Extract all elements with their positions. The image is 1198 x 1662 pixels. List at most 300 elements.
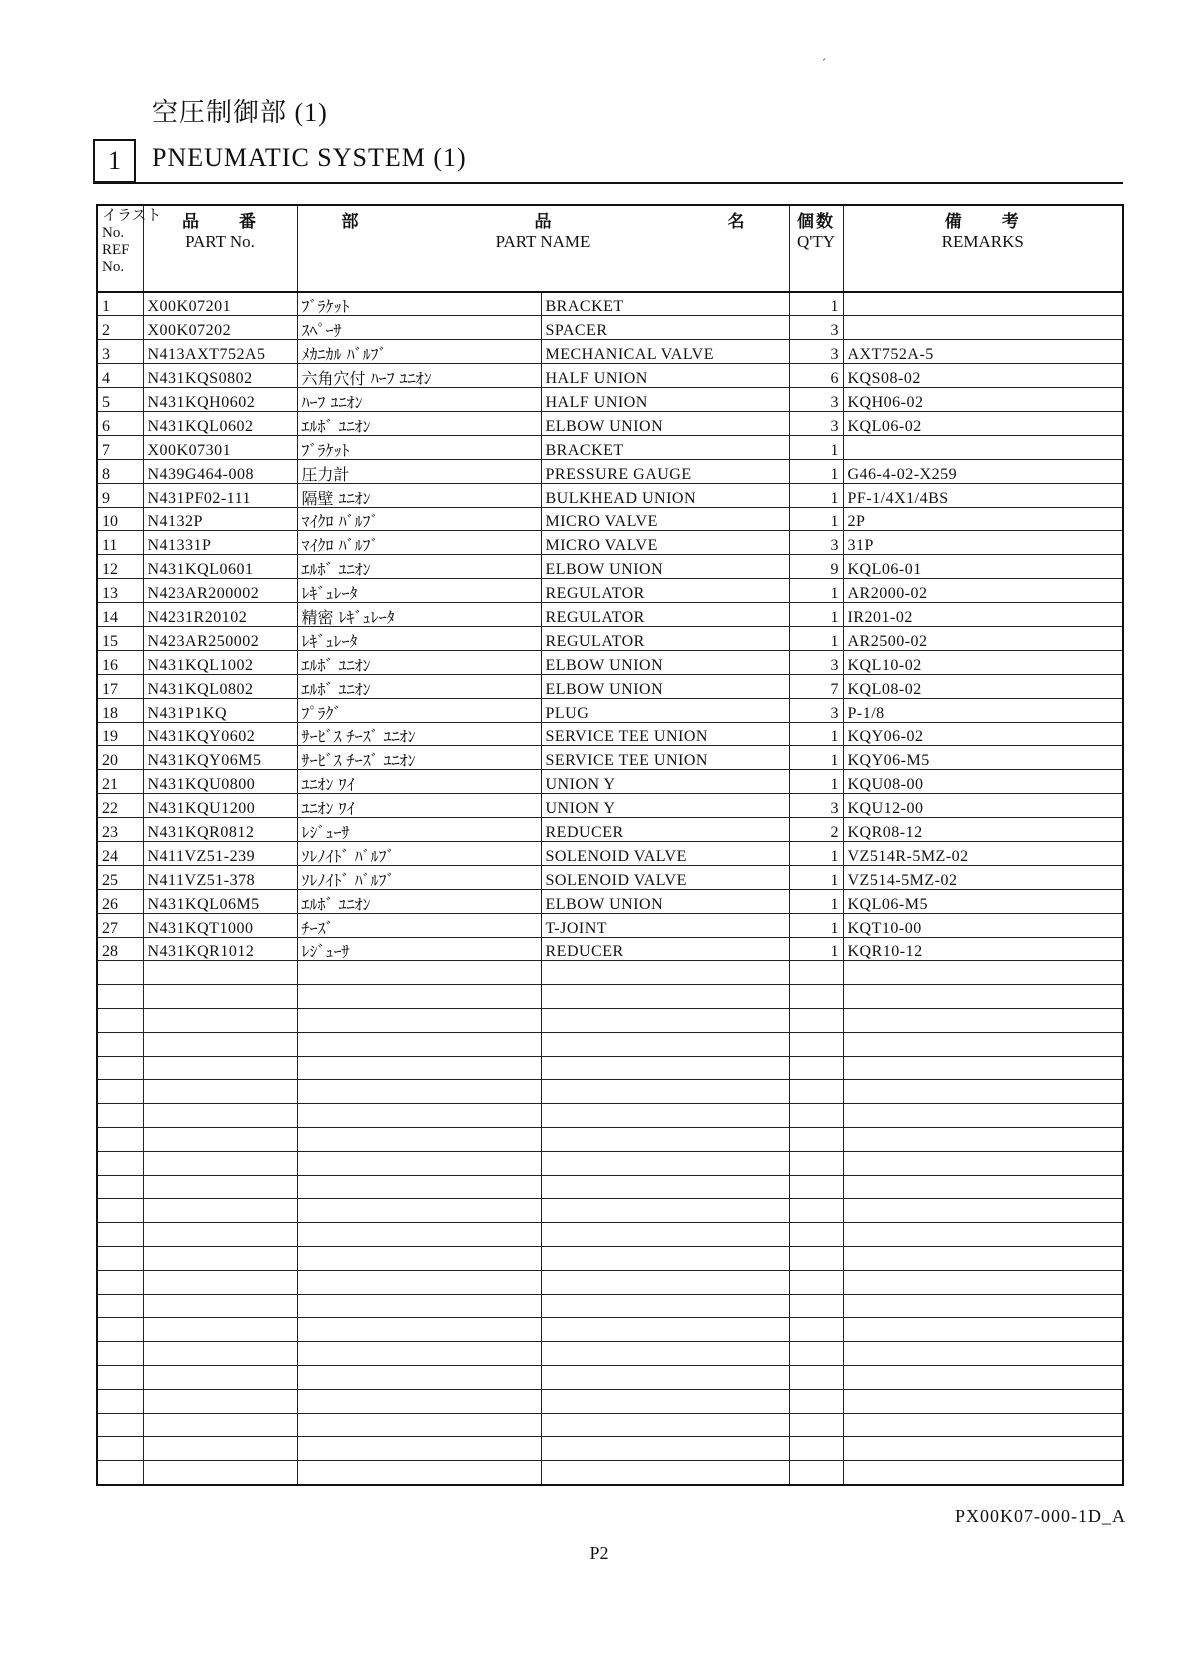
title-underline xyxy=(93,182,1123,184)
part-name-jp-cell: ﾚｼﾞｭｰｻ xyxy=(297,818,541,842)
table-row xyxy=(97,340,1123,364)
part-name-jp-cell: ｻｰﾋﾞｽ ﾁｰｽﾞ ﾕﾆｵﾝ xyxy=(297,746,541,770)
ref-no-cell: 18 xyxy=(97,698,143,722)
table-row xyxy=(97,1128,1123,1152)
table-row xyxy=(97,1175,1123,1199)
remarks-cell xyxy=(843,1056,1123,1080)
part-name-jp-cell: ﾒｶﾆｶﾙ ﾊﾞﾙﾌﾞ xyxy=(297,340,541,364)
part-name-jp-cell xyxy=(297,1032,541,1056)
part-name-en-cell: MICRO VALVE xyxy=(541,507,789,531)
remarks-cell: VZ514R-5MZ-02 xyxy=(843,841,1123,865)
table-row xyxy=(97,937,1123,961)
remarks-cell xyxy=(843,1318,1123,1342)
part-name-jp-cell xyxy=(297,1365,541,1389)
table-row xyxy=(97,388,1123,412)
ref-no-cell: 15 xyxy=(97,626,143,650)
ref-no-cell xyxy=(97,1128,143,1152)
remarks-cell xyxy=(843,1365,1123,1389)
remarks-cell xyxy=(843,1151,1123,1175)
remarks-cell xyxy=(843,1247,1123,1271)
qty-cell xyxy=(789,1365,843,1389)
parts-table xyxy=(96,204,1124,1486)
remarks-cell xyxy=(843,985,1123,1009)
remarks-cell: AXT752A-5 xyxy=(843,340,1123,364)
remarks-cell: KQU12-00 xyxy=(843,794,1123,818)
part-name-en-cell xyxy=(541,961,789,985)
qty-cell: 2 xyxy=(789,818,843,842)
part-name-jp-cell: ﾏｲｸﾛ ﾊﾞﾙﾌﾞ xyxy=(297,531,541,555)
table-row xyxy=(97,1389,1123,1413)
ref-no-cell: 9 xyxy=(97,483,143,507)
table-row xyxy=(97,650,1123,674)
remarks-cell xyxy=(843,1294,1123,1318)
qty-cell: 3 xyxy=(789,698,843,722)
table-row xyxy=(97,770,1123,794)
qty-cell: 9 xyxy=(789,555,843,579)
remarks-cell xyxy=(843,1437,1123,1461)
part-name-header-en: PART NAME xyxy=(495,232,591,251)
ref-no-cell xyxy=(97,1032,143,1056)
ref-no-cell: 5 xyxy=(97,388,143,412)
qty-cell xyxy=(789,1128,843,1152)
qty-cell xyxy=(789,1294,843,1318)
table-row xyxy=(97,1223,1123,1247)
qty-cell xyxy=(789,1223,843,1247)
ref-no-cell xyxy=(97,985,143,1009)
part-name-jp-cell xyxy=(297,1175,541,1199)
part-no-cell xyxy=(143,1056,297,1080)
ref-no-cell xyxy=(97,1294,143,1318)
part-name-en-cell: BRACKET xyxy=(541,435,789,459)
part-name-en-cell xyxy=(541,1318,789,1342)
table-row xyxy=(97,1080,1123,1104)
part-no-cell xyxy=(143,1413,297,1437)
part-no-cell: X00K07201 xyxy=(143,292,297,316)
ref-no-cell xyxy=(97,1389,143,1413)
ref-no-cell xyxy=(97,1223,143,1247)
qty-cell xyxy=(789,1175,843,1199)
remarks-cell: KQL06-02 xyxy=(843,411,1123,435)
part-name-en-cell xyxy=(541,1247,789,1271)
ref-no-cell xyxy=(97,1247,143,1271)
remarks-cell: PF-1/4X1/4BS xyxy=(843,483,1123,507)
part-no-cell xyxy=(143,1080,297,1104)
part-name-jp-cell: ﾕﾆｵﾝ ﾜｲ xyxy=(297,770,541,794)
part-no-cell xyxy=(143,1461,297,1485)
part-name-en-cell xyxy=(541,1223,789,1247)
table-row xyxy=(97,483,1123,507)
part-name-en-cell xyxy=(541,1270,789,1294)
qty-cell: 1 xyxy=(789,579,843,603)
table-row xyxy=(97,1199,1123,1223)
qty-cell xyxy=(789,1461,843,1485)
qty-cell xyxy=(789,1151,843,1175)
table-row xyxy=(97,961,1123,985)
part-name-jp-cell: ﾌﾞﾗｹｯﾄ xyxy=(297,435,541,459)
ref-no-cell xyxy=(97,1009,143,1033)
table-row xyxy=(97,1413,1123,1437)
table-row xyxy=(97,794,1123,818)
part-name-jp-cell xyxy=(297,1009,541,1033)
qty-cell: 1 xyxy=(789,913,843,937)
part-name-en-cell xyxy=(541,1365,789,1389)
remarks-cell: 2P xyxy=(843,507,1123,531)
part-name-jp-cell xyxy=(297,1413,541,1437)
part-no-cell xyxy=(143,1199,297,1223)
table-row xyxy=(97,1461,1123,1485)
ref-no-cell xyxy=(97,1199,143,1223)
part-name-en-cell xyxy=(541,1199,789,1223)
part-name-en-cell xyxy=(541,1104,789,1128)
part-name-en-cell: SERVICE TEE UNION xyxy=(541,722,789,746)
remarks-cell xyxy=(843,1342,1123,1366)
ref-no-cell: 25 xyxy=(97,865,143,889)
part-no-cell xyxy=(143,961,297,985)
ref-no-cell: 19 xyxy=(97,722,143,746)
table-row xyxy=(97,889,1123,913)
ref-no-cell: 23 xyxy=(97,818,143,842)
ref-no-cell: 7 xyxy=(97,435,143,459)
part-name-jp-cell: ﾕﾆｵﾝ ﾜｲ xyxy=(297,794,541,818)
table-row xyxy=(97,316,1123,340)
qty-cell: 1 xyxy=(789,626,843,650)
part-name-jp-cell: ﾊｰﾌ ﾕﾆｵﾝ xyxy=(297,388,541,412)
remarks-cell: 31P xyxy=(843,531,1123,555)
remarks-cell: KQR08-12 xyxy=(843,818,1123,842)
part-name-en-cell: HALF UNION xyxy=(541,364,789,388)
part-no-cell: N431KQY0602 xyxy=(143,722,297,746)
ref-no-cell: 24 xyxy=(97,841,143,865)
table-row xyxy=(97,459,1123,483)
part-name-en-cell: HALF UNION xyxy=(541,388,789,412)
remarks-cell xyxy=(843,1009,1123,1033)
table-row xyxy=(97,626,1123,650)
part-name-header xyxy=(297,205,789,292)
part-name-en-cell: REGULATOR xyxy=(541,579,789,603)
table-row xyxy=(97,698,1123,722)
part-name-en-cell xyxy=(541,1342,789,1366)
part-no-cell: N431KQL0601 xyxy=(143,555,297,579)
table-row xyxy=(97,435,1123,459)
part-no-cell: N431PF02-111 xyxy=(143,483,297,507)
qty-cell: 3 xyxy=(789,340,843,364)
qty-cell: 1 xyxy=(789,603,843,627)
ref-no-cell: 13 xyxy=(97,579,143,603)
ref-no-cell xyxy=(97,1270,143,1294)
part-name-en-cell: REGULATOR xyxy=(541,626,789,650)
part-no-cell: X00K07301 xyxy=(143,435,297,459)
qty-cell: 1 xyxy=(789,865,843,889)
table-row xyxy=(97,746,1123,770)
qty-cell xyxy=(789,961,843,985)
part-no-cell: N431KQL06M5 xyxy=(143,889,297,913)
table-row xyxy=(97,1342,1123,1366)
qty-cell: 1 xyxy=(789,292,843,316)
remarks-cell: P-1/8 xyxy=(843,698,1123,722)
part-no-cell xyxy=(143,1437,297,1461)
remarks-header-jp: 備 考 xyxy=(944,212,1021,232)
qty-cell xyxy=(789,1247,843,1271)
table-row xyxy=(97,603,1123,627)
part-name-jp-cell xyxy=(297,1128,541,1152)
part-no-cell: N431KQU0800 xyxy=(143,770,297,794)
qty-cell xyxy=(789,1270,843,1294)
ref-no-cell: 11 xyxy=(97,531,143,555)
ref-no-cell: 6 xyxy=(97,411,143,435)
part-name-jp-cell xyxy=(297,985,541,1009)
part-no-cell xyxy=(143,1175,297,1199)
ref-no-cell: 2 xyxy=(97,316,143,340)
ref-no-cell: 8 xyxy=(97,459,143,483)
ref-no-cell: 3 xyxy=(97,340,143,364)
part-name-jp-cell: ﾏｲｸﾛ ﾊﾞﾙﾌﾞ xyxy=(297,507,541,531)
table-row xyxy=(97,507,1123,531)
remarks-cell: KQR10-12 xyxy=(843,937,1123,961)
remarks-cell: AR2000-02 xyxy=(843,579,1123,603)
part-no-cell xyxy=(143,1128,297,1152)
ref-no-cell xyxy=(97,961,143,985)
part-name-en-cell: ELBOW UNION xyxy=(541,650,789,674)
part-name-jp-cell: ｽﾍﾟｰｻ xyxy=(297,316,541,340)
part-name-en-cell: PRESSURE GAUGE xyxy=(541,459,789,483)
ref-no-cell: 20 xyxy=(97,746,143,770)
part-name-en-cell: ELBOW UNION xyxy=(541,555,789,579)
remarks-cell xyxy=(843,1032,1123,1056)
qty-cell xyxy=(789,1199,843,1223)
part-no-cell: N431P1KQ xyxy=(143,698,297,722)
table-row xyxy=(97,841,1123,865)
table-row xyxy=(97,1318,1123,1342)
part-no-header-jp: 品 番 xyxy=(182,212,258,232)
ref-no-cell: 17 xyxy=(97,674,143,698)
qty-cell xyxy=(789,1437,843,1461)
part-name-en-cell: ELBOW UNION xyxy=(541,674,789,698)
part-name-en-cell: UNION Y xyxy=(541,794,789,818)
part-no-cell xyxy=(143,1270,297,1294)
qty-cell: 1 xyxy=(789,841,843,865)
qty-cell xyxy=(789,1009,843,1033)
part-name-jp-cell: 隔壁 ﾕﾆｵﾝ xyxy=(297,483,541,507)
remarks-cell xyxy=(843,1175,1123,1199)
part-no-cell: N423AR200002 xyxy=(143,579,297,603)
remarks-cell xyxy=(843,1104,1123,1128)
remarks-cell: KQT10-00 xyxy=(843,913,1123,937)
table-row xyxy=(97,292,1123,316)
part-no-cell: N431KQL1002 xyxy=(143,650,297,674)
part-no-cell: N431KQS0802 xyxy=(143,364,297,388)
table-row xyxy=(97,1032,1123,1056)
ref-no-cell xyxy=(97,1413,143,1437)
remarks-header-en: REMARKS xyxy=(941,232,1024,251)
part-name-jp-cell: ｴﾙﾎﾞ ﾕﾆｵﾝ xyxy=(297,674,541,698)
remarks-cell: VZ514-5MZ-02 xyxy=(843,865,1123,889)
qty-cell xyxy=(789,1413,843,1437)
table-row xyxy=(97,579,1123,603)
part-name-jp-cell xyxy=(297,1461,541,1485)
part-name-en-cell xyxy=(541,1413,789,1437)
part-name-en-cell: ELBOW UNION xyxy=(541,889,789,913)
part-name-en-cell xyxy=(541,1461,789,1485)
remarks-cell xyxy=(843,316,1123,340)
part-name-jp-cell: ﾚｷﾞｭﾚｰﾀ xyxy=(297,579,541,603)
parts-table-body xyxy=(97,292,1123,1485)
remarks-cell: KQH06-02 xyxy=(843,388,1123,412)
remarks-cell xyxy=(843,961,1123,985)
qty-cell: 6 xyxy=(789,364,843,388)
part-name-jp-cell xyxy=(297,1389,541,1413)
part-no-cell: N431KQL0802 xyxy=(143,674,297,698)
part-no-cell xyxy=(143,1247,297,1271)
qty-cell: 3 xyxy=(789,388,843,412)
part-name-jp-cell: ｴﾙﾎﾞ ﾕﾆｵﾝ xyxy=(297,650,541,674)
part-no-cell: N431KQU1200 xyxy=(143,794,297,818)
remarks-cell xyxy=(843,1461,1123,1485)
part-name-jp-cell xyxy=(297,1151,541,1175)
part-name-jp-cell xyxy=(297,1199,541,1223)
part-name-en-cell xyxy=(541,1151,789,1175)
ref-no-cell: 1 xyxy=(97,292,143,316)
ref-header-line: No. xyxy=(102,259,125,275)
ref-header-line: イラスト xyxy=(102,208,162,224)
qty-cell: 3 xyxy=(789,650,843,674)
table-row xyxy=(97,411,1123,435)
table-row xyxy=(97,364,1123,388)
table-row xyxy=(97,1365,1123,1389)
qty-cell: 1 xyxy=(789,746,843,770)
ref-no-cell: 28 xyxy=(97,937,143,961)
qty-cell: 1 xyxy=(789,889,843,913)
part-name-jp-char: 品 xyxy=(534,212,552,232)
remarks-cell: KQL08-02 xyxy=(843,674,1123,698)
part-no-header-en: PART No. xyxy=(185,232,255,251)
ref-no-cell xyxy=(97,1056,143,1080)
ref-header-line: No. xyxy=(102,225,125,241)
remarks-cell: KQL10-02 xyxy=(843,650,1123,674)
remarks-cell xyxy=(843,435,1123,459)
part-name-jp-char: 部 xyxy=(341,212,359,232)
table-header-row xyxy=(97,205,1123,292)
part-no-cell xyxy=(143,1009,297,1033)
part-no-cell: N413AXT752A5 xyxy=(143,340,297,364)
part-name-jp-cell xyxy=(297,1223,541,1247)
part-no-cell: N439G464-008 xyxy=(143,459,297,483)
table-row xyxy=(97,674,1123,698)
part-name-en-cell xyxy=(541,1294,789,1318)
page-number: P2 xyxy=(589,1543,609,1563)
qty-cell: 7 xyxy=(789,674,843,698)
qty-header xyxy=(789,205,843,292)
remarks-cell xyxy=(843,292,1123,316)
part-no-cell: N431KQY06M5 xyxy=(143,746,297,770)
qty-cell: 3 xyxy=(789,316,843,340)
part-no-cell xyxy=(143,1365,297,1389)
part-name-en-cell: MICRO VALVE xyxy=(541,531,789,555)
part-name-jp-cell: ｴﾙﾎﾞ ﾕﾆｵﾝ xyxy=(297,555,541,579)
remarks-cell: KQU08-00 xyxy=(843,770,1123,794)
remarks-cell xyxy=(843,1128,1123,1152)
qty-cell xyxy=(789,1056,843,1080)
ref-no-cell xyxy=(97,1104,143,1128)
ref-no-cell xyxy=(97,1437,143,1461)
part-name-jp-cell: 圧力計 xyxy=(297,459,541,483)
part-name-jp-cell xyxy=(297,1104,541,1128)
ref-no-cell: 4 xyxy=(97,364,143,388)
remarks-cell xyxy=(843,1270,1123,1294)
part-no-cell: N423AR250002 xyxy=(143,626,297,650)
table-row xyxy=(97,722,1123,746)
remarks-cell xyxy=(843,1223,1123,1247)
part-no-header xyxy=(143,205,297,292)
table-row xyxy=(97,1294,1123,1318)
part-name-jp-cell xyxy=(297,1247,541,1271)
ref-no-cell: 12 xyxy=(97,555,143,579)
part-no-cell: N431KQR0812 xyxy=(143,818,297,842)
qty-header-jp: 個数 xyxy=(797,212,835,232)
part-name-en-cell: SPACER xyxy=(541,316,789,340)
part-name-en-cell: REDUCER xyxy=(541,818,789,842)
part-no-cell: N411VZ51-378 xyxy=(143,865,297,889)
part-no-cell: N4132P xyxy=(143,507,297,531)
part-name-jp-cell xyxy=(297,1270,541,1294)
page-title-en: PNEUMATIC SYSTEM (1) xyxy=(152,143,467,172)
stray-mark: ´ xyxy=(822,56,826,70)
remarks-header xyxy=(843,205,1123,292)
part-no-cell xyxy=(143,1104,297,1128)
qty-cell: 3 xyxy=(789,531,843,555)
part-name-jp-cell xyxy=(297,1437,541,1461)
part-name-en-cell xyxy=(541,1009,789,1033)
part-name-jp-cell: 精密 ﾚｷﾞｭﾚｰﾀ xyxy=(297,603,541,627)
part-name-en-cell: PLUG xyxy=(541,698,789,722)
table-row xyxy=(97,1247,1123,1271)
part-name-jp-cell: ﾌﾞﾗｹｯﾄ xyxy=(297,292,541,316)
qty-cell: 1 xyxy=(789,937,843,961)
part-name-en-cell: ELBOW UNION xyxy=(541,411,789,435)
part-name-en-cell xyxy=(541,1389,789,1413)
remarks-cell: G46-4-02-X259 xyxy=(843,459,1123,483)
part-no-cell: X00K07202 xyxy=(143,316,297,340)
table-row xyxy=(97,1056,1123,1080)
part-name-en-cell: REDUCER xyxy=(541,937,789,961)
part-name-jp-cell: ｻｰﾋﾞｽ ﾁｰｽﾞ ﾕﾆｵﾝ xyxy=(297,722,541,746)
document-code: PX00K07-000-1D_A xyxy=(955,1506,1126,1526)
qty-cell: 1 xyxy=(789,483,843,507)
qty-cell: 1 xyxy=(789,507,843,531)
part-no-cell: N431KQL0602 xyxy=(143,411,297,435)
part-name-en-cell: UNION Y xyxy=(541,770,789,794)
table-row xyxy=(97,1009,1123,1033)
part-name-en-cell xyxy=(541,985,789,1009)
qty-cell xyxy=(789,1104,843,1128)
part-name-en-cell xyxy=(541,1128,789,1152)
part-name-jp-cell xyxy=(297,1056,541,1080)
part-no-cell xyxy=(143,985,297,1009)
remarks-cell: KQY06-02 xyxy=(843,722,1123,746)
remarks-cell: KQL06-M5 xyxy=(843,889,1123,913)
part-no-cell: N411VZ51-239 xyxy=(143,841,297,865)
qty-cell: 1 xyxy=(789,770,843,794)
table-row xyxy=(97,985,1123,1009)
part-no-cell: N431KQH0602 xyxy=(143,388,297,412)
ref-no-cell xyxy=(97,1365,143,1389)
table-row xyxy=(97,555,1123,579)
ref-no-cell xyxy=(97,1175,143,1199)
part-name-en-cell xyxy=(541,1032,789,1056)
qty-cell xyxy=(789,985,843,1009)
part-name-en-cell: SERVICE TEE UNION xyxy=(541,746,789,770)
qty-cell xyxy=(789,1342,843,1366)
table-row xyxy=(97,1437,1123,1461)
